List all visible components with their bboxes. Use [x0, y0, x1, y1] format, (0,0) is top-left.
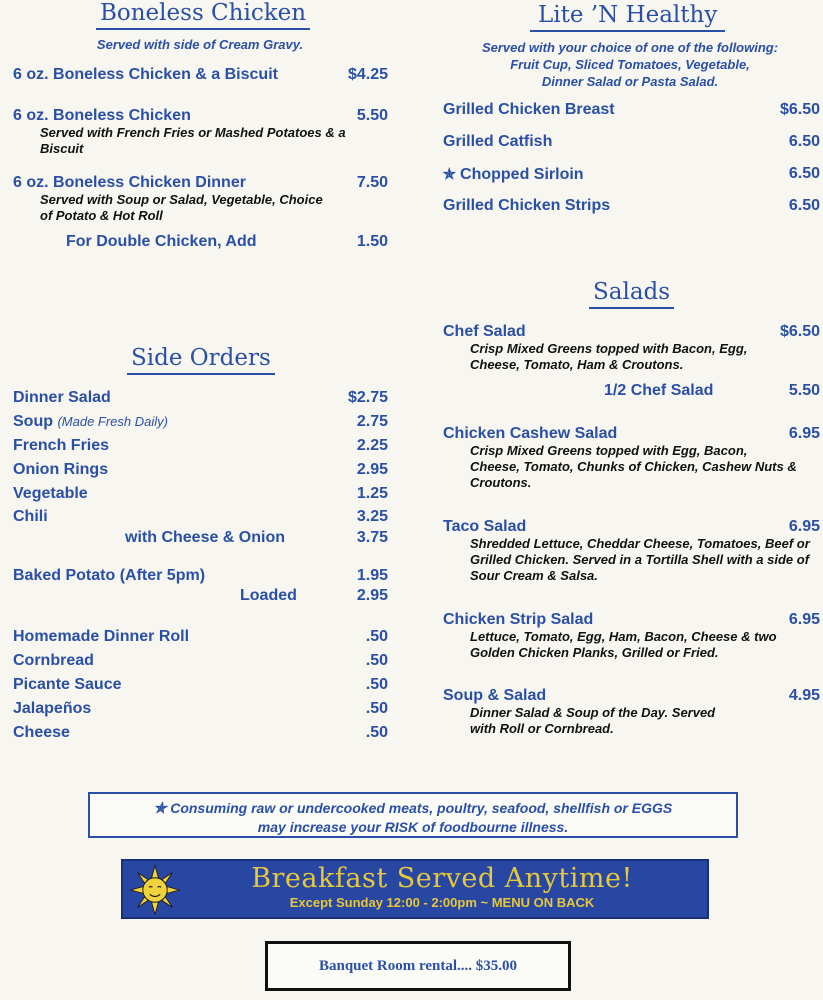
side-item-price: 2.95 [356, 587, 388, 604]
side-item-name: Dinner Salad [13, 389, 111, 406]
breakfast-banner [121, 859, 709, 919]
salads-title: Salads [589, 279, 674, 309]
salad-item-price: 5.50 [788, 382, 820, 399]
salad-item-price: $6.50 [779, 323, 820, 340]
double-chicken-label: For Double Chicken, Add [66, 233, 257, 250]
boneless-item-price: 5.50 [356, 107, 388, 124]
salad-item-name: 1/2 Chef Salad [604, 382, 714, 399]
side-item-price: 3.75 [356, 529, 388, 546]
salad-item-desc: Lettuce, Tomato, Egg, Ham, Bacon, Cheese & two Golden Chicken Planks, Grilled or Fried. [470, 629, 777, 660]
breakfast-banner-subtitle: Except Sunday 12:00 - 2:00pm ~ MENU ON BACK [289, 895, 595, 910]
boneless-item-desc: Served with French Fries or Mashed Potatoes & a Biscuit [40, 125, 346, 156]
lite-item-price: 6.50 [788, 165, 820, 182]
side-item-price: .50 [365, 724, 388, 741]
side-item-name: Jalapeños [13, 700, 92, 717]
salad-item-name: Soup & Salad [443, 687, 547, 704]
boneless-item-price: 7.50 [356, 174, 388, 191]
side-item-name: Cornbread [13, 652, 94, 669]
warning-line: Consuming raw or undercooked meats, poultry, seafood, shellfish or EGGS [170, 800, 673, 816]
food-safety-warning [88, 792, 738, 838]
salad-item-desc: Dinner Salad & Soup of the Day. Served with Roll or Cornbread. [470, 705, 716, 736]
salad-item-price: 6.95 [788, 611, 820, 628]
salad-item-desc: Crisp Mixed Greens topped with Egg, Bacon, Cheese, Tomato, Chunks of Chicken, Cashew Nuts & Croutons. [470, 443, 797, 490]
side-item-price: .50 [365, 676, 388, 693]
lite-item-name: ✯ Chopped Sirloin [443, 166, 584, 183]
side-item-name: Soup (Made Fresh Daily) [13, 413, 168, 430]
boneless-item-desc: Served with Soup or Salad, Vegetable, Choice of Potato & Hot Roll [40, 192, 323, 223]
lite-item-price: $6.50 [779, 101, 820, 118]
boneless-item-name: 6 oz. Boneless Chicken & a Biscuit [13, 66, 278, 83]
boneless-chicken-title: Boneless Chicken [96, 0, 310, 30]
side-item-name: Onion Rings [13, 461, 109, 478]
side-item-name: Chili [13, 508, 48, 525]
salad-item-name: Chicken Strip Salad [443, 611, 594, 628]
side-item-price: 2.75 [356, 413, 388, 430]
salad-item-name: Chef Salad [443, 323, 526, 340]
star-icon: ✯ [153, 800, 167, 817]
salad-item-price: 4.95 [788, 687, 820, 704]
star-icon: ✯ [443, 166, 456, 183]
boneless-item-name: 6 oz. Boneless Chicken [13, 107, 191, 124]
side-orders-title: Side Orders [127, 345, 275, 375]
side-item-price: .50 [365, 628, 388, 645]
banquet-rental-text: Banquet Room rental.... $35.00 [318, 958, 518, 974]
side-item-price: 3.25 [356, 508, 388, 525]
side-item-name: with Cheese & Onion [125, 529, 286, 546]
side-item-price: 1.95 [356, 567, 388, 584]
side-item-name: Cheese [13, 724, 70, 741]
side-item-price: 2.25 [356, 437, 388, 454]
side-item-note: (Made Fresh Daily) [57, 414, 168, 429]
lite-item-price: 6.50 [788, 133, 820, 150]
lite-item-price: 6.50 [788, 197, 820, 214]
side-item-price: 1.25 [356, 485, 388, 502]
breakfast-banner-title: Breakfast Served Anytime! [251, 863, 633, 894]
side-item-name: Loaded [240, 587, 297, 604]
boneless-item-name: 6 oz. Boneless Chicken Dinner [13, 174, 246, 191]
side-item-price: $2.75 [347, 389, 388, 406]
lite-item-name: Grilled Chicken Breast [443, 101, 615, 118]
side-item-name: Picante Sauce [13, 676, 122, 693]
double-chicken-price: 1.50 [356, 233, 388, 250]
lite-subtitle-line: Dinner Salad or Pasta Salad. [541, 74, 719, 89]
salad-item-desc: Crisp Mixed Greens topped with Bacon, Egg, Cheese, Tomato, Ham & Croutons. [470, 341, 748, 372]
salad-item-name: Chicken Cashew Salad [443, 425, 618, 442]
side-item-price: .50 [365, 652, 388, 669]
side-item-name: Baked Potato (After 5pm) [13, 567, 206, 584]
side-item-price: .50 [365, 700, 388, 717]
salad-item-price: 6.95 [788, 425, 820, 442]
lite-healthy-subtitle [440, 39, 820, 90]
boneless-item-price: $4.25 [347, 66, 388, 83]
warning-line: may increase your RISK of foodbourne illness. [257, 819, 569, 835]
side-item-name: French Fries [13, 437, 110, 454]
salad-item-price: 6.95 [788, 518, 820, 535]
banquet-rental-box [265, 941, 571, 991]
lite-item-name: Grilled Chicken Strips [443, 197, 611, 214]
side-item-name: Vegetable [13, 485, 88, 502]
lite-healthy-title: Lite ’N Healthy [530, 2, 725, 32]
lite-subtitle-line: Served with your choice of one of the following: [481, 40, 779, 55]
salad-item-name: Taco Salad [443, 518, 527, 535]
lite-subtitle-line: Fruit Cup, Sliced Tomatoes, Vegetable, [510, 57, 750, 72]
side-item-name: Homemade Dinner Roll [13, 628, 190, 645]
boneless-chicken-subtitle: Served with side of Cream Gravy. [96, 37, 304, 52]
salad-item-desc: Shredded Lettuce, Cheddar Cheese, Tomatoes, Beef or Grilled Chicken. Served in a Tortilla Shell with a side of Sour Cream & Salsa. [470, 536, 810, 583]
lite-item-name: Grilled Catfish [443, 133, 553, 150]
side-item-price: 2.95 [356, 461, 388, 478]
sun-icon [129, 864, 181, 916]
